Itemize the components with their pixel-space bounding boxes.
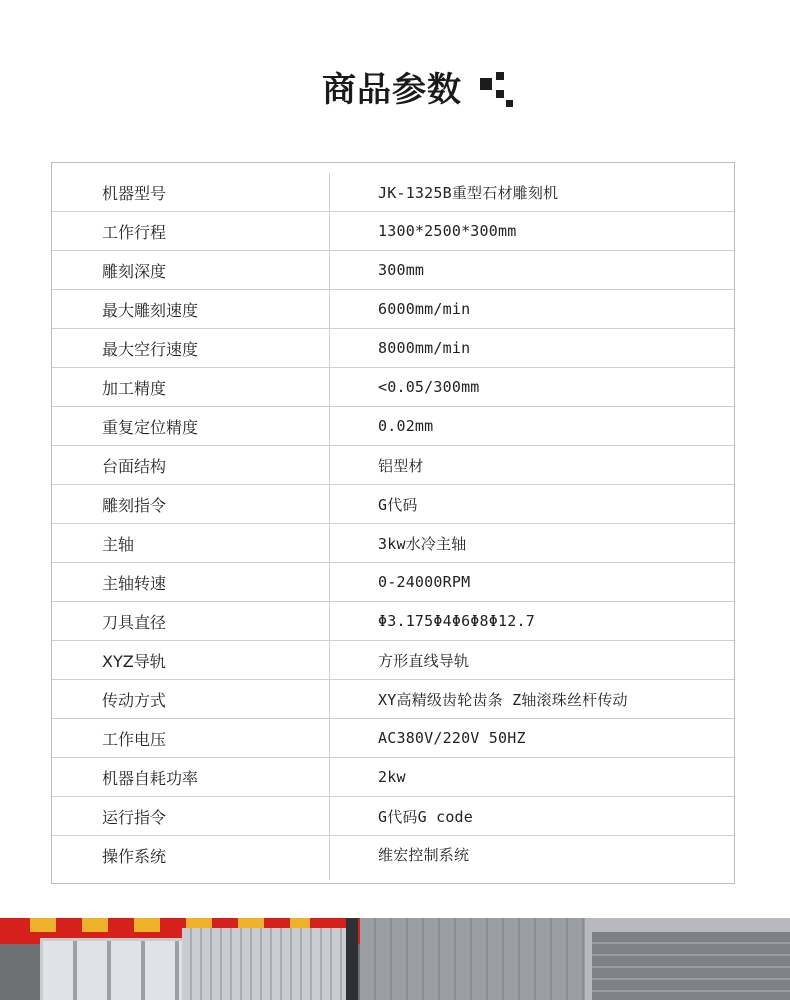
- spec-value: JK-1325B重型石材雕刻机: [378, 183, 559, 202]
- spec-value: 铝型材: [378, 456, 424, 475]
- table-row: [52, 212, 734, 251]
- photo-window: [40, 938, 186, 1000]
- table-row: [52, 641, 734, 680]
- section-header: [0, 60, 790, 120]
- photo-siding: [182, 928, 348, 1000]
- spec-table: [51, 162, 735, 884]
- spec-label: 雕刻指令: [52, 485, 330, 523]
- table-row: [52, 329, 734, 368]
- spec-label: 操作系统: [52, 836, 330, 880]
- spec-label: 刀具直径: [52, 602, 330, 640]
- photo-beam: [346, 918, 358, 1000]
- table-row: [52, 680, 734, 719]
- spec-label: 主轴转速: [52, 563, 330, 601]
- spec-label: 工作电压: [52, 719, 330, 757]
- spec-label: 机器自耗功率: [52, 758, 330, 796]
- spec-value: 8000mm/min: [378, 339, 471, 357]
- table-row: [52, 446, 734, 485]
- table-row: [52, 251, 734, 290]
- table-row: [52, 719, 734, 758]
- spec-value: G代码G code: [378, 807, 474, 826]
- photo-rolling-door: [360, 918, 585, 1000]
- table-row: [52, 602, 734, 641]
- spec-value: 300mm: [378, 261, 425, 279]
- table-row: [52, 368, 734, 407]
- spec-label: 主轴: [52, 524, 330, 562]
- table-row: [52, 758, 734, 797]
- table-row: [52, 563, 734, 602]
- spec-label: 机器型号: [52, 173, 330, 211]
- spec-value: 0.02mm: [378, 417, 434, 435]
- spec-label: 传动方式: [52, 680, 330, 718]
- table-row: [52, 163, 734, 212]
- table-row: [52, 524, 734, 563]
- spec-value: 1300*2500*300mm: [378, 222, 517, 240]
- spec-value: 方形直线导轨: [378, 651, 470, 670]
- spec-value: Φ3.175Φ4Φ6Φ8Φ12.7: [378, 612, 535, 630]
- spec-value: 6000mm/min: [378, 300, 471, 318]
- spec-value: 3kw水冷主轴: [378, 534, 467, 553]
- table-row: [52, 797, 734, 836]
- spec-value: AC380V/220V 50HZ: [378, 729, 526, 747]
- table-row: [52, 407, 734, 446]
- spec-value: 2kw: [378, 768, 406, 786]
- spec-value: G代码: [378, 495, 418, 514]
- spec-value: 维宏控制系统: [378, 846, 470, 864]
- spec-label: XYZ导轨: [52, 641, 330, 679]
- spec-value: 0-24000RPM: [378, 573, 471, 591]
- table-row: [52, 836, 734, 880]
- spec-label: 重复定位精度: [52, 407, 330, 445]
- table-row: [52, 290, 734, 329]
- photo-right-window: [592, 932, 790, 1000]
- spec-label: 最大空行速度: [52, 329, 330, 367]
- spec-label: 工作行程: [52, 212, 330, 250]
- spec-label: 最大雕刻速度: [52, 290, 330, 328]
- decorative-squares-icon: [478, 72, 518, 108]
- spec-value: <0.05/300mm: [378, 378, 480, 396]
- factory-photo: [0, 918, 790, 1000]
- spec-label: 台面结构: [52, 446, 330, 484]
- spec-label: 运行指令: [52, 797, 330, 835]
- table-row: [52, 485, 734, 524]
- spec-value: XY高精级齿轮齿条 Z轴滚珠丝杆传动: [378, 690, 628, 709]
- spec-label: 雕刻深度: [52, 251, 330, 289]
- spec-label: 加工精度: [52, 368, 330, 406]
- section-title: 商品参数: [322, 70, 462, 110]
